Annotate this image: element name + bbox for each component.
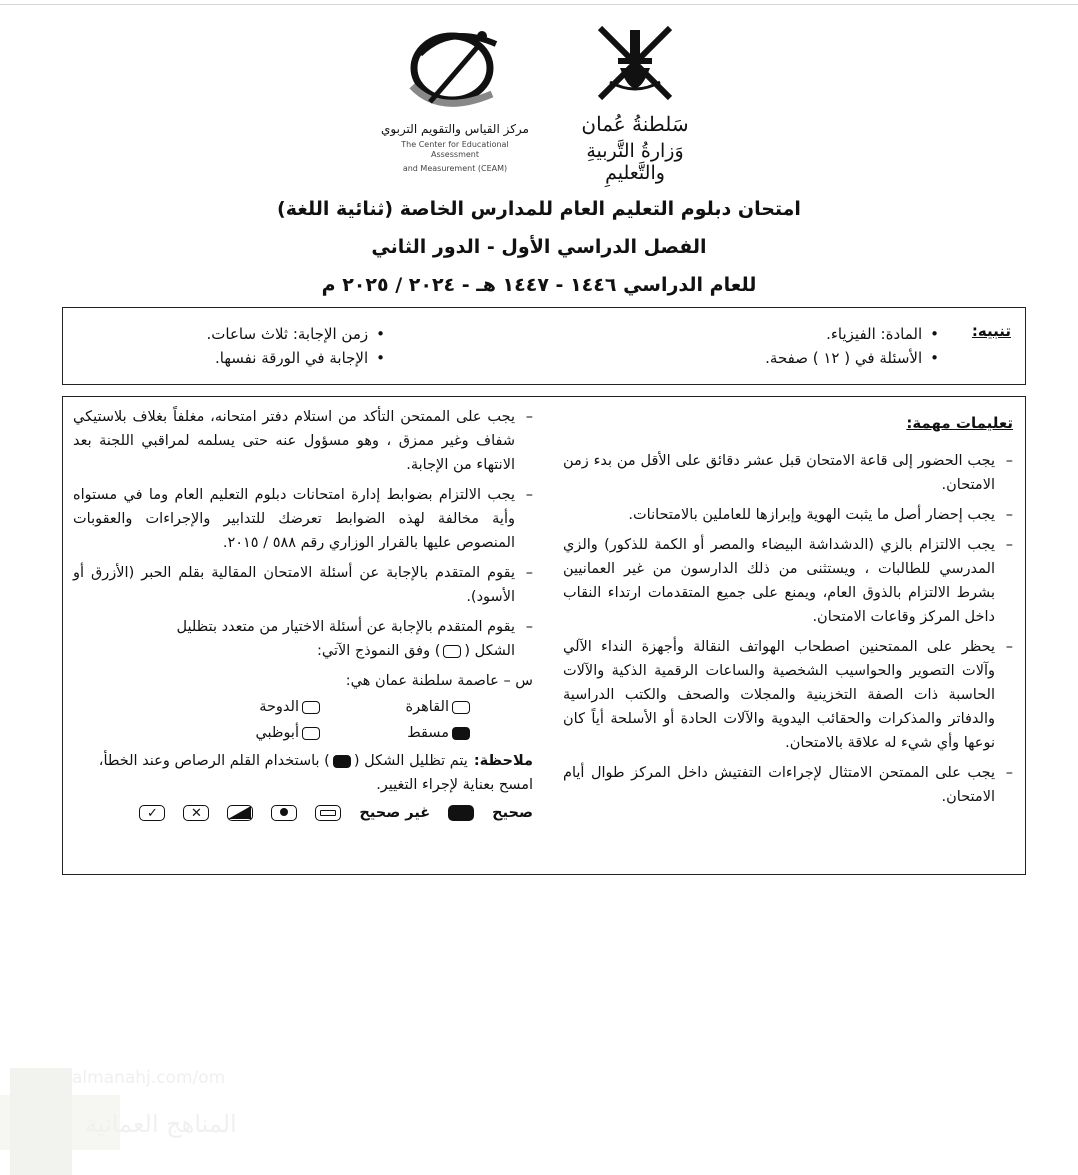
note-label: ملاحظة: [473, 753, 533, 769]
instruction-item: – يجب إحضار أصل ما يثبت الهوية وإبرازها للعاملين بالامتحانات. [563, 503, 1013, 527]
ceam-english-name-1: The Center for Educational Assessment [401, 140, 509, 159]
watermark-logo [10, 1068, 72, 1175]
mcq-option: القاهرة [323, 695, 473, 719]
watermark-name: المناهج العمانية [85, 1110, 237, 1138]
mcq-example [73, 669, 533, 745]
correct-label: صحيح [492, 805, 533, 821]
instruction-item: – يجب الالتزام بالزي (الدشداشة البيضاء والمصر أو الكمة للذكور) والزي المدرسي للطالبات ، ويستثنى من ذلك الدارسون من غير العمانيين بشرط الالتزام بالذوق العام، ويمنع على جميع المتقدمات ارتداء النقاب داخل المركز وقاعات الامتحان. [563, 533, 1013, 629]
watermark-url: almanahj.com/om [72, 1068, 226, 1088]
cross-mark-icon: ✕ [183, 805, 209, 821]
empty-oval-icon [452, 701, 470, 714]
ceam-logo [380, 24, 530, 184]
check-mark-icon: ✓ [139, 805, 165, 821]
instructions-title: تعليمات مهمة: [906, 414, 1013, 432]
ceam-arabic-name: مركز القياس والتقويم التربوي [381, 122, 529, 136]
notice-time: • زمن الإجابة: ثلاث ساعات. [207, 322, 386, 346]
bar-mark-icon [315, 805, 341, 821]
half-shaded-icon [227, 805, 253, 821]
instruction-item: – يجب على الممتحن التأكد من استلام دفتر امتحانه، مغلفاً بغلاف بلاستيكي شفاف وغير ممزق ، وهو مسؤول عنه حتى يسلمه لمراقبي اللجنة بعد الانتهاء من الإجابة. [73, 405, 533, 477]
mcq-question: س – عاصمة سلطنة عمان هي: [345, 673, 533, 689]
instructions-box [62, 396, 1026, 875]
ceam-emblem-icon [400, 24, 510, 116]
instruction-item-mcq: – يقوم المتقدم بالإجابة عن أسئلة الاختيار من متعدد بتظليل الشكل () وفق النموذج الآتي: [73, 615, 533, 663]
notice-column-left [207, 322, 386, 370]
empty-oval-icon [302, 727, 320, 740]
notice-box [62, 307, 1026, 385]
ministry-logo [560, 20, 710, 184]
notice-answer: • الإجابة في الورقة نفسها. [207, 346, 386, 370]
exam-title-line-3: للعام الدراسي ١٤٤٦ - ١٤٤٧ هـ - ٢٠٢٤ / ٢٠٢٥ م [321, 274, 757, 296]
empty-oval-icon [443, 645, 461, 658]
filled-oval-icon [448, 805, 474, 821]
notice-subject: • المادة: الفيزياء. [765, 322, 939, 346]
instructions-right-column [563, 411, 1013, 815]
mcq-option: مسقط [323, 721, 473, 745]
instruction-item: – يجب الالتزام بضوابط إدارة امتحانات دبلوم التعليم العام وما في مستواه وأية مخالفة لهذه الضوابط تعرضك للتدابير والإجراءات والعقوبات المنصوص عليها بالقرار الوزاري رقم ٥٨٨ / ٢٠١٥. [73, 483, 533, 555]
exam-title-line-1: امتحان دبلوم التعليم العام للمدارس الخاصة (ثنائية اللغة) [277, 198, 801, 220]
filled-oval-icon [452, 727, 470, 740]
instruction-item: – يقوم المتقدم بالإجابة عن أسئلة الامتحان المقالية بقلم الحبر (الأزرق أو الأسود). [73, 561, 533, 609]
ceam-english-name-2: and Measurement (CEAM) [402, 164, 508, 173]
shading-note: ملاحظة:يتم تظليل الشكل () باستخدام القلم الرصاص وعند الخطأ، امسح بعناية لإجراء التغيير. [98, 753, 533, 793]
sultanate-name: سَلطنةُ عُمان [581, 112, 689, 136]
mcq-option: أبوظبي [173, 721, 323, 745]
mcq-option: الدوحة [173, 695, 323, 719]
exam-title-line-2: الفصل الدراسي الأول - الدور الثاني [371, 236, 707, 258]
notice-label: تنبيه: [971, 322, 1011, 340]
marking-examples [73, 801, 533, 825]
notice-pages: • الأسئلة في ( ١٢ ) صفحة. [765, 346, 939, 370]
instruction-item: – يحظر على الممتحنين اصطحاب الهواتف النقالة وأجهزة النداء الآلي وآلات التصوير والحواسيب الشخصية والساعات الرقمية الذكية والآلات الحاسبة ذات الصفة التخزينية والمجلات والصحف والكتب الدراسية والدفاتر والمذكرات والحقائب اليدوية والآلات الحادة أو الأسلحة أياً كان نوعها وأي شيء له علاقة بالامتحان. [563, 635, 1013, 755]
incorrect-label: غير صحيح [359, 805, 431, 821]
notice-column-right [765, 322, 939, 370]
empty-oval-icon [302, 701, 320, 714]
instructions-left-column [73, 405, 533, 825]
mcq-options [73, 695, 533, 745]
exam-titles [0, 190, 1078, 304]
ministry-name: وَزارةُ التَّربيةِ والتَّعليمِ [586, 140, 684, 184]
filled-oval-icon [333, 755, 351, 768]
top-rule [0, 4, 1078, 5]
dot-mark-icon [271, 805, 297, 821]
instruction-item: – يجب على الممتحن الامتثال لإجراءات التفتيش داخل المركز طوال أيام الامتحان. [563, 761, 1013, 809]
instruction-item: – يجب الحضور إلى قاعة الامتحان قبل عشر دقائق على الأقل من بدء زمن الامتحان. [563, 449, 1013, 497]
oman-emblem-icon [590, 20, 680, 110]
